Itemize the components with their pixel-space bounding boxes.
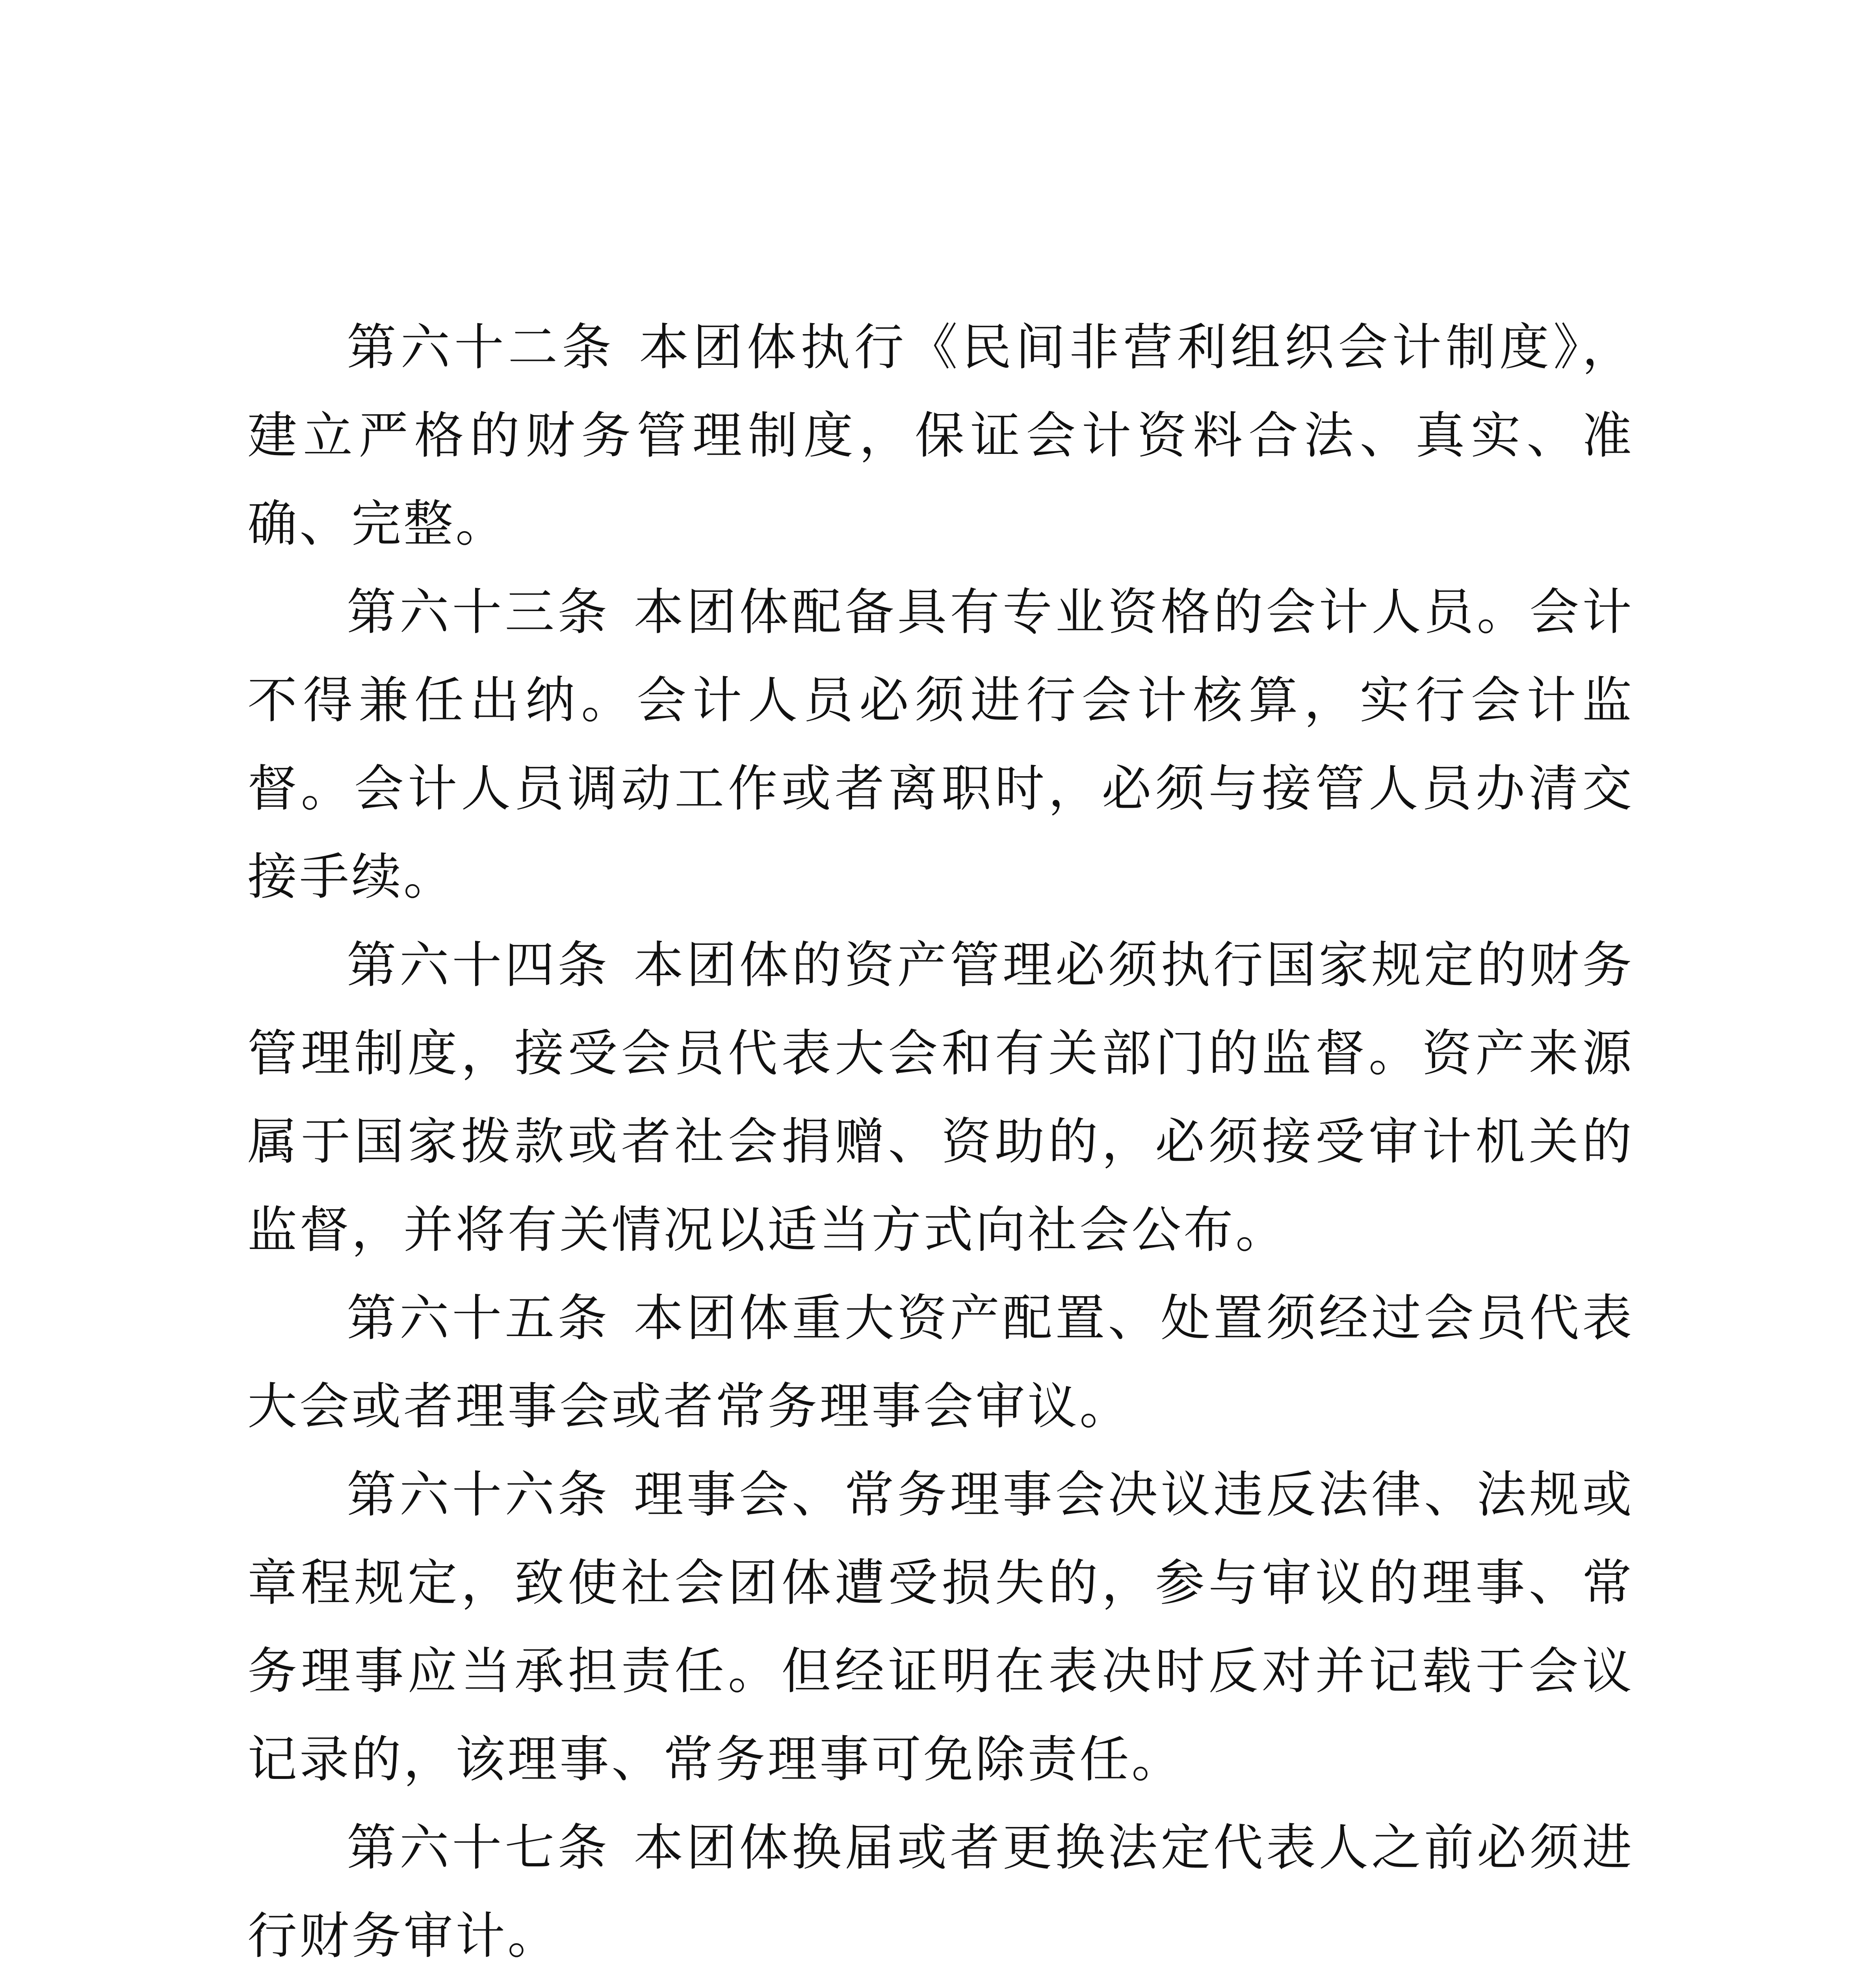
article-number: 第六十六条 xyxy=(347,1466,610,1524)
article-text: 本团体的资产管理必须执行国家规定的财务管理制度，接受会员代表大会和有关部门的监督。资产来源属于国家拨款或者社会捐赠、资助的，必须接受审计机关的监督，并将有关情况以适当方式向社会公布。 xyxy=(247,936,1635,1259)
article-number: 第六十三条 xyxy=(347,583,610,641)
article-text: 本团体重大资产配置、处置须经过会员代表大会或者理事会或者常务理事会审议。 xyxy=(247,1289,1635,1435)
article-63-paragraph xyxy=(247,568,1634,921)
article-number: 第六十二条 xyxy=(347,318,616,376)
article-number: 第六十四条 xyxy=(347,936,610,994)
document-body xyxy=(247,303,1634,1970)
article-66-paragraph xyxy=(247,1451,1634,1804)
article-text: 本团体配备具有专业资格的会计人员。会计不得兼任出纳。会计人员必须进行会计核算，实行会计监督。会计人员调动工作或者离职时，必须与接管人员办清交接手续。 xyxy=(247,583,1635,906)
article-number: 第六十五条 xyxy=(347,1289,610,1347)
article-64-paragraph xyxy=(247,921,1634,1274)
article-text: 本团体执行《民间非营利组织会计制度》，建立严格的财务管理制度，保证会计资料合法、真实、准确、完整。 xyxy=(247,318,1635,553)
article-67-paragraph xyxy=(247,1804,1634,1970)
article-number: 第六十七条 xyxy=(347,1819,610,1877)
article-62-paragraph xyxy=(247,303,1634,568)
article-text: 理事会、常务理事会决议违反法律、法规或章程规定，致使社会团体遭受损失的，参与审议的理事、常务理事应当承担责任。但经证明在表决时反对并记载于会议记录的，该理事、常务理事可免除责任。 xyxy=(247,1466,1635,1788)
article-65-paragraph xyxy=(247,1274,1634,1451)
article-text: 本团体换届或者更换法定代表人之前必须进行财务审计。 xyxy=(247,1819,1635,1965)
